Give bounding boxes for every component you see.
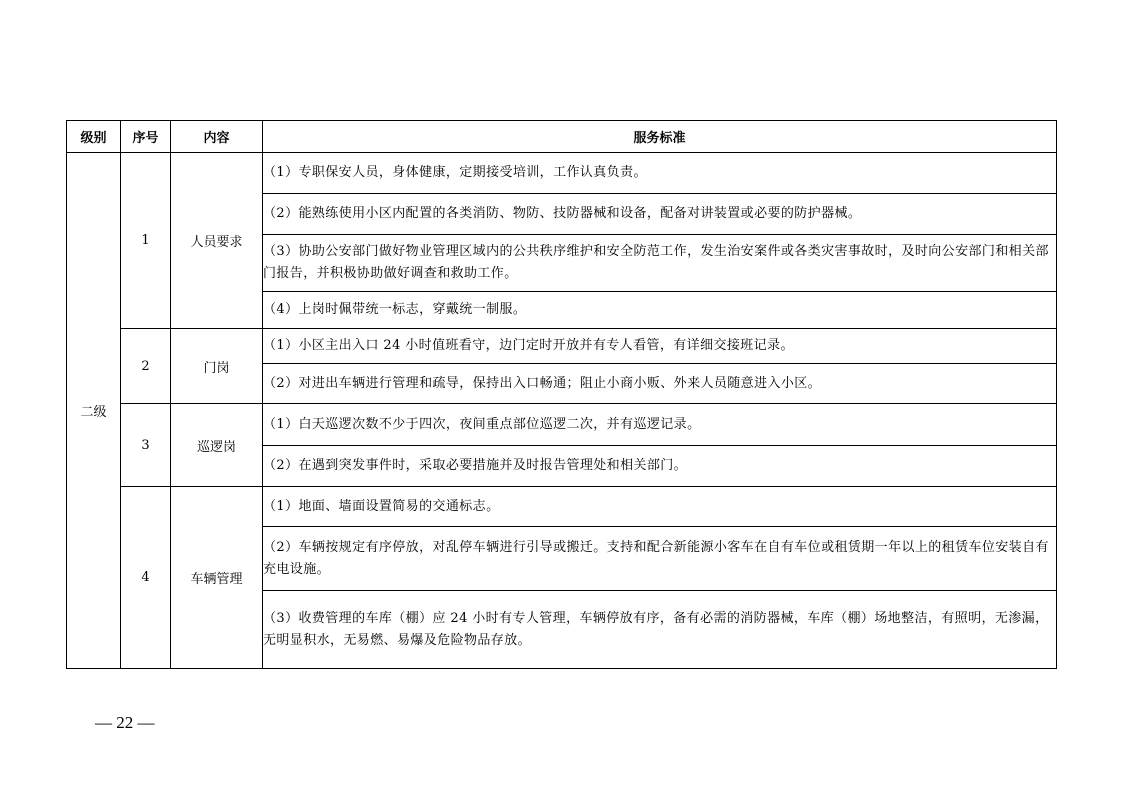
group-number: 2 (121, 329, 171, 404)
standard-item: （4）上岗时佩带统一标志，穿戴统一制服。 (263, 292, 1057, 329)
standard-item: （3）协助公安部门做好物业管理区域内的公共秩序维护和安全防范工作，发生治安案件或各类灾害事故时，及时向公安部门和相关部门报告，并积极协助做好调查和救助工作。 (263, 235, 1057, 292)
header-level: 级别 (67, 121, 121, 153)
group-number: 1 (121, 153, 171, 329)
table-header-row (67, 121, 1057, 153)
group-content: 车辆管理 (171, 487, 263, 669)
standard-item: （1）地面、墙面设置简易的交通标志。 (263, 487, 1057, 527)
header-number: 序号 (121, 121, 171, 153)
standard-item: （2）在遇到突发事件时，采取必要措施并及时报告管理处和相关部门。 (263, 446, 1057, 487)
group-content: 巡逻岗 (171, 404, 263, 487)
page-number: — 22 — (95, 713, 155, 732)
standard-item: （1）小区主出入口 24 小时值班看守，边门定时开放并有专人看管，有详细交接班记录。 (263, 329, 1057, 364)
standard-item: （3）收费管理的车库（棚）应 24 小时有专人管理，车辆停放有序，备有必需的消防器械，车库（棚）场地整洁，有照明，无渗漏，无明显积水，无易燃、易爆及危险物品存放。 (263, 591, 1057, 669)
header-standard: 服务标准 (263, 121, 1057, 153)
group-number: 3 (121, 404, 171, 487)
group-content: 门岗 (171, 329, 263, 404)
service-standard-table (66, 120, 1057, 669)
standard-item: （2）能熟练使用小区内配置的各类消防、物防、技防器械和设备，配备对讲装置或必要的防护器械。 (263, 194, 1057, 235)
header-content: 内容 (171, 121, 263, 153)
standard-item: （1）专职保安人员，身体健康，定期接受培训，工作认真负责。 (263, 153, 1057, 194)
standard-item: （2）车辆按规定有序停放，对乱停车辆进行引导或搬迁。支持和配合新能源小客车在自有车位或租赁期一年以上的租赁车位安装自有充电设施。 (263, 527, 1057, 591)
standard-item: （2）对进出车辆进行管理和疏导，保持出入口畅通；阻止小商小贩、外来人员随意进入小区。 (263, 364, 1057, 404)
table-row (67, 329, 1057, 364)
group-content: 人员要求 (171, 153, 263, 329)
level-cell: 二级 (67, 153, 121, 669)
table-row (67, 404, 1057, 446)
group-number: 4 (121, 487, 171, 669)
table-row (67, 153, 1057, 194)
standard-item: （1）白天巡逻次数不少于四次，夜间重点部位巡逻二次，并有巡逻记录。 (263, 404, 1057, 446)
table-row (67, 487, 1057, 527)
